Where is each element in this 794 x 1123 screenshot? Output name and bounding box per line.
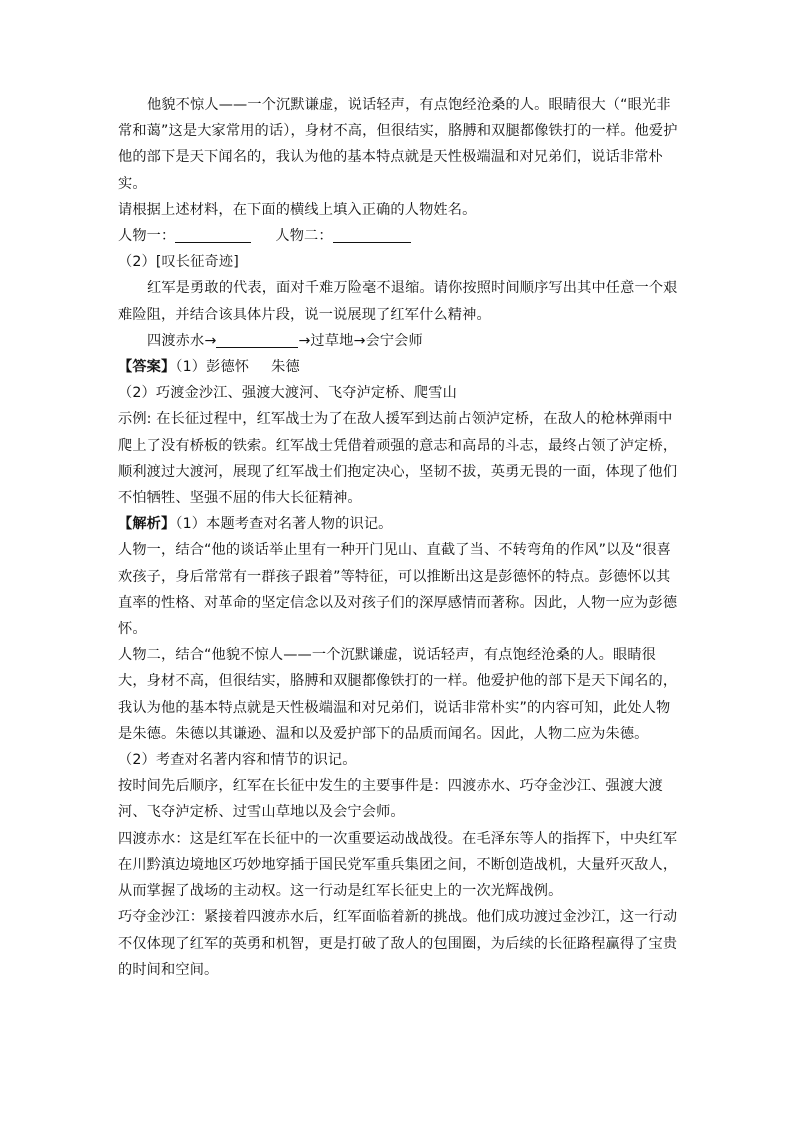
instruction-line: 请根据上述材料，在下面的横线上填入正确的人物姓名。 [118, 201, 477, 218]
person-one-label: 人物一： [118, 228, 176, 245]
route-line [118, 328, 684, 354]
analysis-person-two: 人物二，结合“他貌不惊人——一个沉默谦虚，说话轻声，有点饱经沧桑的人。眼睛很大，身材不高，但很结实，胳膊和双腿都像铁打的一样。他爱护他的部下是天下闻名的，我认为他的基本特点就是天性极端温和对兄弟们，说话非常朴实”的内容可知，此处人物是朱德。朱德以其谦逊、温和以及爱护部下的品质而闻名。因此，人物二应为朱德。 [118, 647, 678, 742]
fill-in-line [118, 223, 684, 249]
answer-label: 【答案】 [118, 359, 176, 376]
route-start: 四渡赤水→ [147, 332, 217, 349]
route-blank [216, 331, 298, 348]
analysis-chishui: 四渡赤水：这是红军在长征中的一次重要运动战战役。在毛泽东等人的指挥下，中央红军在川黔滇边境地区巧妙地穿插于国民党军重兵集团之间，不断创造战机，大量歼灭敌人，从而掌握了战场的主动权。这一行动是红军长征史上的一次光辉战例。 [118, 830, 678, 900]
person-one-blank [175, 226, 251, 243]
person-two-label: 人物二： [275, 228, 333, 245]
answer-part-two: （2）巧渡金沙江、强渡大渡河、飞夺泸定桥、爬雪山 [118, 385, 457, 402]
answer-line [118, 354, 684, 380]
analysis-line [118, 511, 684, 537]
analysis-part-two-heading: （2）考查对名著内容和情节的识记。 [118, 752, 357, 769]
document-body [118, 92, 684, 983]
analysis-intro: （1）本题考查对名著人物的识记。 [175, 516, 393, 533]
question-two-heading: （2）[叹长征奇迹] [118, 254, 239, 271]
material-paragraph: 他貌不惊人——一个沉默谦虚，说话轻声，有点饱经沧桑的人。眼睛很大（“眼光非常和蔼”这是大家常用的话），身材不高，但很结实，胳膊和双腿都像铁打的一样。他爱护他的部下是天下闻名的，我认为他的基本特点就是天性极端温和对兄弟们，说话非常朴实。 [118, 97, 678, 192]
answer-two: 朱德 [271, 359, 300, 376]
example-paragraph: 示例: 在长征过程中，红军战士为了在敌人援军到达前占领泸定桥，在敌人的枪林弹雨中爬上了没有桥板的铁索。红军战士凭借着顽强的意志和高昂的斗志，最终占领了泸定桥，顺利渡过大渡河，展现了红军战士们抱定决心，坚韧不拔，英勇无畏的一面，体现了他们不怕牺牲、坚强不屈的伟大长征精神。 [118, 411, 678, 507]
analysis-jinshajiang: 巧夺金沙江：紧接着四渡赤水后，红军面临着新的挑战。他们成功渡过金沙江，这一行动不仅体现了红军的英勇和机智，更是打破了敌人的包围圈，为后续的长征路程赢得了宝贵的时间和空间。 [118, 909, 678, 978]
analysis-label: 【解析】 [118, 516, 176, 533]
question-two-prompt: 红军是勇敢的代表，面对千难万险毫不退缩。请你按照时间顺序写出其中任意一个艰难险阻，并结合该具体片段，说一说展现了红军什么精神。 [118, 280, 678, 323]
analysis-events: 按时间先后顺序，红军在长征中发生的主要事件是：四渡赤水、巧夺金沙江、强渡大渡河、飞夺泸定桥、过雪山草地以及会宁会师。 [118, 778, 663, 821]
route-end: →过草地→会宁会师 [298, 332, 423, 349]
answer-one: （1）彭德怀 [175, 359, 250, 376]
person-two-blank [333, 226, 411, 243]
analysis-person-one: 人物一，结合“他的谈话举止里有一种开门见山、直截了当、不转弯角的作风”以及“很喜欢孩子，身后常常有一群孩子跟着”等特征，可以推断出这是彭德怀的特点。彭德怀以其直率的性格、对革命的坚定信念以及对孩子们的深厚感情而著称。因此，人物一应为彭德怀。 [118, 542, 678, 638]
